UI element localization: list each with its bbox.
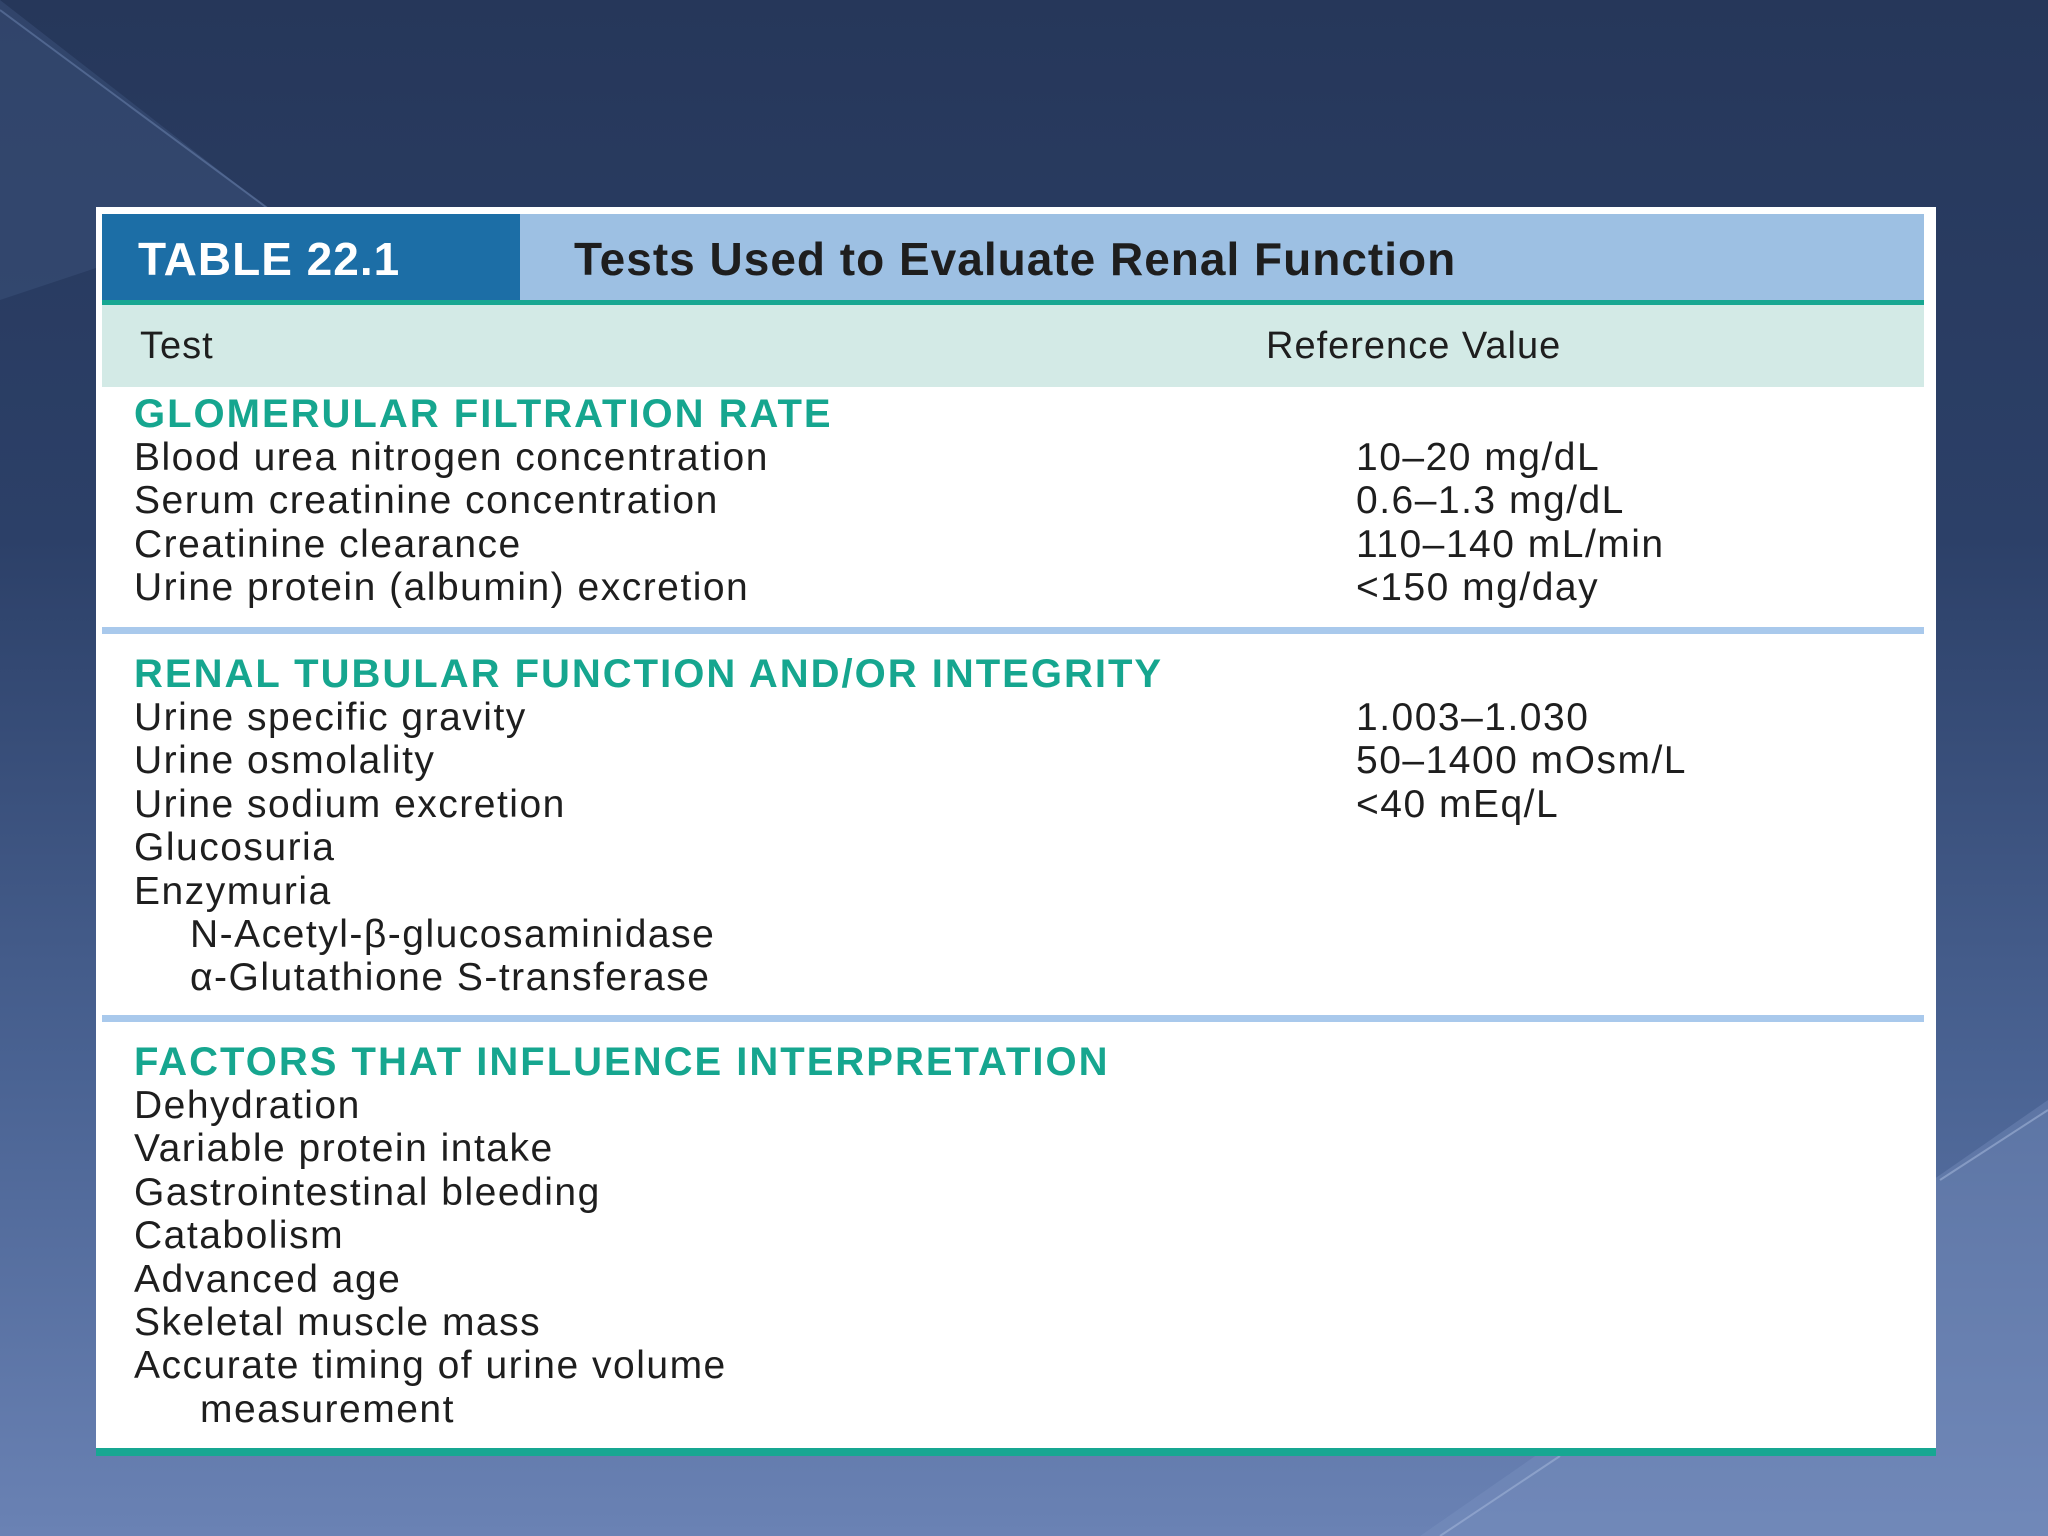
section-title: GLOMERULAR FILTRATION RATE <box>134 392 833 436</box>
test-name: Urine specific gravity <box>134 696 527 739</box>
test-name: Blood urea nitrogen concentration <box>134 436 769 479</box>
section-divider <box>102 1015 1924 1022</box>
factor-name-continuation: measurement <box>200 1387 455 1431</box>
test-name: Enzymuria <box>134 869 332 913</box>
reference-value: 0.6–1.3 mg/dL <box>1356 479 1625 523</box>
table-row <box>134 1258 1914 1301</box>
table-row <box>134 1127 1914 1170</box>
table-title-bar <box>102 214 1924 300</box>
reference-value: <150 mg/day <box>1356 566 1600 610</box>
column-header-row <box>102 305 1924 387</box>
table-row <box>134 739 1914 782</box>
table-title: Tests Used to Evaluate Renal Function <box>574 233 1457 285</box>
factor-name: Accurate timing of urine volume <box>134 1344 727 1388</box>
table-row <box>134 436 1914 479</box>
table-row <box>134 566 1914 609</box>
table-label: TABLE 22.1 <box>138 233 401 285</box>
table-row <box>134 696 1914 739</box>
reference-value: 50–1400 mOsm/L <box>1356 739 1688 783</box>
section-divider <box>102 627 1924 634</box>
table-row <box>134 1344 1914 1387</box>
table-row <box>134 783 1914 826</box>
test-name: Urine protein (albumin) excretion <box>134 566 750 610</box>
factor-name: Gastrointestinal bleeding <box>134 1170 601 1214</box>
test-name-subitem: α-Glutathione S-transferase <box>190 956 711 1000</box>
table-bottom-rule <box>96 1448 1936 1456</box>
table-row <box>134 1171 1914 1214</box>
test-name: Creatinine clearance <box>134 522 522 566</box>
table-row <box>134 1084 1914 1127</box>
test-name: Serum creatinine concentration <box>134 479 719 523</box>
table-label-box <box>102 214 520 300</box>
renal-function-table <box>96 207 1936 1456</box>
factor-name: Advanced age <box>134 1257 402 1301</box>
table-row <box>134 1301 1914 1344</box>
reference-value: 110–140 mL/min <box>1356 522 1665 566</box>
section-glomerular-filtration-rate <box>134 392 1914 610</box>
section-title: RENAL TUBULAR FUNCTION AND/OR INTEGRITY <box>134 652 1164 696</box>
reference-value: <40 mEq/L <box>1356 782 1560 826</box>
reference-value: 10–20 mg/dL <box>1356 436 1601 479</box>
reference-value: 1.003–1.030 <box>1356 696 1590 739</box>
section-renal-tubular-function <box>134 652 1914 1000</box>
table-row <box>134 523 1914 566</box>
test-name: Urine sodium excretion <box>134 782 566 826</box>
table-row <box>134 1388 1914 1431</box>
factor-name: Dehydration <box>134 1084 361 1127</box>
table-row <box>134 1214 1914 1257</box>
factor-name: Variable protein intake <box>134 1127 554 1171</box>
table-row <box>134 913 1914 956</box>
table-row <box>134 956 1914 999</box>
test-name-subitem: N-Acetyl-β-glucosaminidase <box>190 912 716 956</box>
section-factors-interpretation <box>134 1040 1914 1431</box>
test-name: Urine osmolality <box>134 739 436 783</box>
factor-name: Skeletal muscle mass <box>134 1300 542 1344</box>
table-row <box>134 826 1914 869</box>
factor-name: Catabolism <box>134 1214 345 1258</box>
test-name: Glucosuria <box>134 826 336 870</box>
table-row <box>134 870 1914 913</box>
section-title: FACTORS THAT INFLUENCE INTERPRETATION <box>134 1040 1110 1084</box>
table-row <box>134 479 1914 522</box>
column-header-test: Test <box>140 325 214 367</box>
column-header-reference-value: Reference Value <box>1266 325 1562 367</box>
